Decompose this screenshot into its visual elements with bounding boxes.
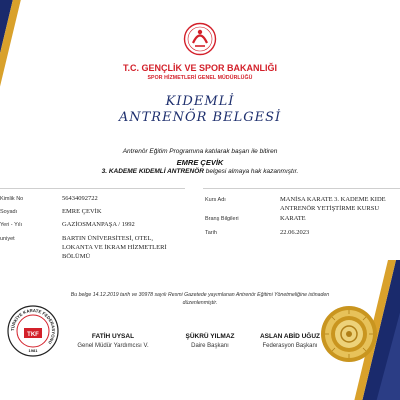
signatory-name: ASLAN ABİD UĞUZ — [259, 333, 321, 340]
signatory-role: Daire Başkanı — [191, 343, 229, 349]
field-label-course: Kurs Adı — [205, 197, 226, 203]
federation-initials: TKF — [27, 332, 39, 338]
field-label-id: Kimlik No — [0, 196, 24, 202]
field-value-education: BARTIN ÜNİVERSİTESİ, OTEL, LOKANTA VE İKRAM HİZMETLERİ BÖLÜMÜ — [62, 235, 167, 260]
signatory-name: FATİH UYSAL — [91, 333, 135, 340]
recipient-name: EMRE ÇEVİK — [176, 158, 224, 167]
achievement-rest: belgesi almaya hak kazanmıştır. — [203, 168, 299, 175]
signatory-name: ŞÜKRÜ YILMAZ — [185, 333, 235, 340]
field-value-branch: KARATE — [280, 215, 306, 222]
field-value-id: 56434092722 — [62, 195, 98, 202]
field-value-name: EMRE ÇEVİK — [62, 208, 102, 215]
gold-seal — [318, 303, 380, 365]
ministry-logo — [183, 22, 217, 56]
directorate-name: SPOR HİZMETLERİ GENEL MÜDÜRLÜĞÜ — [147, 75, 253, 81]
field-label-branch: Branş Bilgileri — [205, 216, 239, 222]
field-value-birthplace: GAZİOSMANPAŞA / 1992 — [62, 221, 135, 228]
field-label-date: Tarih — [205, 230, 217, 236]
signatory-role: Federasyon Başkanı — [262, 343, 318, 349]
divider-left — [0, 188, 185, 189]
field-label-education: uniyet — [0, 236, 15, 242]
divider-right — [203, 188, 400, 189]
certificate-title-line1: KIDEMLİ — [165, 94, 235, 109]
intro-text: Antrenör Eğitim Programına katılarak başarı ile bitiren — [122, 148, 278, 155]
certificate-title-line2: ANTRENÖR BELGESİ — [118, 110, 282, 125]
field-value-date: 22.06.2023 — [280, 229, 310, 236]
federation-year: 1981 — [28, 348, 38, 353]
field-label-surname: Soyadı — [0, 209, 18, 215]
federation-ring-text: TÜRKİYE KARATE FEDERASYONU — [9, 307, 57, 346]
field-value-course: MANİSA KARATE 3. KADEME KIDE ANTRENÖR YETİŞTİRME KURSU — [280, 196, 386, 212]
achievement-level: 3. KADEME KIDEMLİ ANTRENÖR — [101, 168, 204, 175]
karate-federation-logo — [6, 304, 60, 358]
field-label-birthplace: Yeri - Yılı — [0, 222, 23, 228]
regulation-footnote: Bu belge 14.12.2019 tarih ve 30978 sayılı Resmi Gazetede yayımlanan Antrenör Eğitimi Yönetmeliğine istinaden düzenlenmiştir. — [70, 292, 330, 306]
signatory-role: Genel Müdür Yardımcısı V. — [77, 343, 149, 349]
signatory-1 — [63, 333, 163, 349]
achievement-text — [0, 168, 400, 175]
ministry-name: T.C. GENÇLİK VE SPOR BAKANLIĞI — [122, 63, 277, 73]
